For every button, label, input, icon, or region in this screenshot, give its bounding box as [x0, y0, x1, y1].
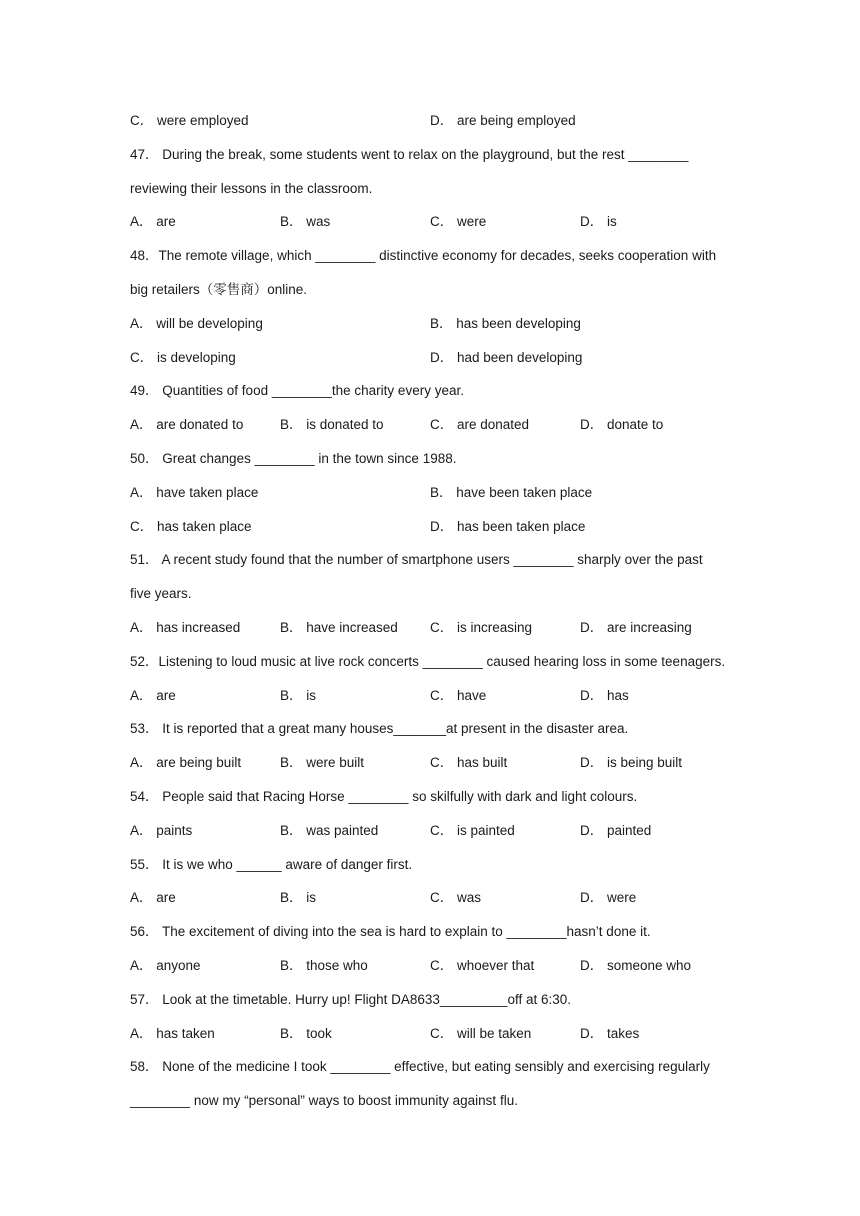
- question-text-line: 47． During the break, some students went to relax on the playground, but the rest ________: [130, 147, 689, 162]
- answer-option-c: C． are donated: [430, 417, 530, 432]
- question-text-line: 56． The excitement of diving into the sea is hard to explain to ________hasn’t done it.: [130, 924, 651, 939]
- answer-option-b: B． were built: [280, 755, 365, 770]
- answer-options-row: [130, 752, 770, 774]
- answer-option-a: A． are: [130, 688, 176, 703]
- question-text-line: ________ now my “personal” ways to boost immunity against flu.: [130, 1093, 518, 1108]
- answer-option-b: B． those who: [280, 958, 368, 973]
- answer-option-a: A． are being built: [130, 755, 242, 770]
- question-text-line: 58． None of the medicine I took ________ effective, but eating sensibly and exercising regularly: [130, 1059, 710, 1074]
- answer-option-a: C． were employed: [130, 113, 249, 128]
- answer-option-d: D． donate to: [580, 417, 664, 432]
- answer-options-row: [130, 110, 770, 132]
- answer-options-row: [130, 820, 770, 842]
- answer-option-b: B． was: [280, 214, 331, 229]
- question-text-line: big retailers（零售商）online.: [130, 282, 308, 297]
- answer-option-a: C． has taken place: [130, 519, 252, 534]
- answer-option-d: D． were: [580, 890, 637, 905]
- answer-options-row: [130, 211, 770, 233]
- answer-option-a: A． are: [130, 214, 176, 229]
- answer-options-row: [130, 955, 770, 977]
- answer-option-c: C． is increasing: [430, 620, 533, 635]
- answer-option-b: D． had been developing: [430, 350, 583, 365]
- answer-option-a: A． will be developing: [130, 316, 263, 331]
- answer-option-a: A． have taken place: [130, 485, 259, 500]
- answer-options-row: [130, 685, 770, 707]
- question-text-line: 50． Great changes ________ in the town since 1988.: [130, 451, 457, 466]
- answer-option-d: D． is being built: [580, 755, 683, 770]
- question-text-line: reviewing their lessons in the classroom.: [130, 181, 373, 196]
- answer-option-b: B． has been developing: [430, 316, 581, 331]
- answer-option-c: C． whoever that: [430, 958, 535, 973]
- answer-options-row: [130, 414, 770, 436]
- answer-option-d: D． someone who: [580, 958, 692, 973]
- answer-options-row: [130, 1023, 770, 1045]
- question-text-line: 48．The remote village, which ________ distinctive economy for decades, seeks cooperation with: [130, 248, 717, 263]
- answer-option-b: B． is: [280, 688, 317, 703]
- answer-option-a: C． is developing: [130, 350, 236, 365]
- answer-option-b: B． have increased: [280, 620, 398, 635]
- answer-option-c: C． will be taken: [430, 1026, 532, 1041]
- answer-option-b: B． was painted: [280, 823, 379, 838]
- answer-option-a: A． has taken: [130, 1026, 215, 1041]
- answer-options-row: [130, 887, 770, 909]
- question-text-line: 57． Look at the timetable. Hurry up! Flight DA8633_________off at 6:30.: [130, 992, 572, 1007]
- answer-options-row: [130, 617, 770, 639]
- answer-option-b: B． is donated to: [280, 417, 384, 432]
- answer-options-row: [130, 313, 770, 335]
- answer-option-b: B． have been taken place: [430, 485, 593, 500]
- answer-option-c: C． has built: [430, 755, 508, 770]
- answer-option-c: C． was: [430, 890, 482, 905]
- question-text-line: 55． It is we who ______ aware of danger first.: [130, 857, 413, 872]
- answer-option-d: D． takes: [580, 1026, 640, 1041]
- answer-option-b: D． has been taken place: [430, 519, 586, 534]
- answer-option-a: A． are: [130, 890, 176, 905]
- question-text-line: 52．Listening to loud music at live rock concerts ________ caused hearing loss in some teenagers.: [130, 654, 726, 669]
- answer-option-c: C． is painted: [430, 823, 515, 838]
- answer-option-b: D． are being employed: [430, 113, 576, 128]
- answer-option-a: A． has increased: [130, 620, 241, 635]
- answer-option-a: A． anyone: [130, 958, 201, 973]
- answer-option-d: D． are increasing: [580, 620, 692, 635]
- answer-options-row: [130, 482, 770, 504]
- question-text-line: 54． People said that Racing Horse ________ so skilfully with dark and light colours.: [130, 789, 638, 804]
- answer-option-c: C． were: [430, 214, 487, 229]
- answer-option-d: D． painted: [580, 823, 652, 838]
- question-text-line: five years.: [130, 586, 192, 601]
- answer-option-b: B． is: [280, 890, 317, 905]
- answer-option-b: B． took: [280, 1026, 332, 1041]
- answer-option-c: C． have: [430, 688, 487, 703]
- answer-option-d: D． has: [580, 688, 629, 703]
- answer-options-row: [130, 347, 770, 369]
- answer-option-d: D． is: [580, 214, 617, 229]
- question-text-line: 53． It is reported that a great many houses_______at present in the disaster area.: [130, 721, 629, 736]
- question-text-line: 51． A recent study found that the number of smartphone users ________ sharply over the past: [130, 552, 703, 567]
- answer-option-a: A． paints: [130, 823, 193, 838]
- answer-option-a: A． are donated to: [130, 417, 244, 432]
- question-text-line: 49． Quantities of food ________the charity every year.: [130, 383, 464, 398]
- answer-options-row: [130, 516, 770, 538]
